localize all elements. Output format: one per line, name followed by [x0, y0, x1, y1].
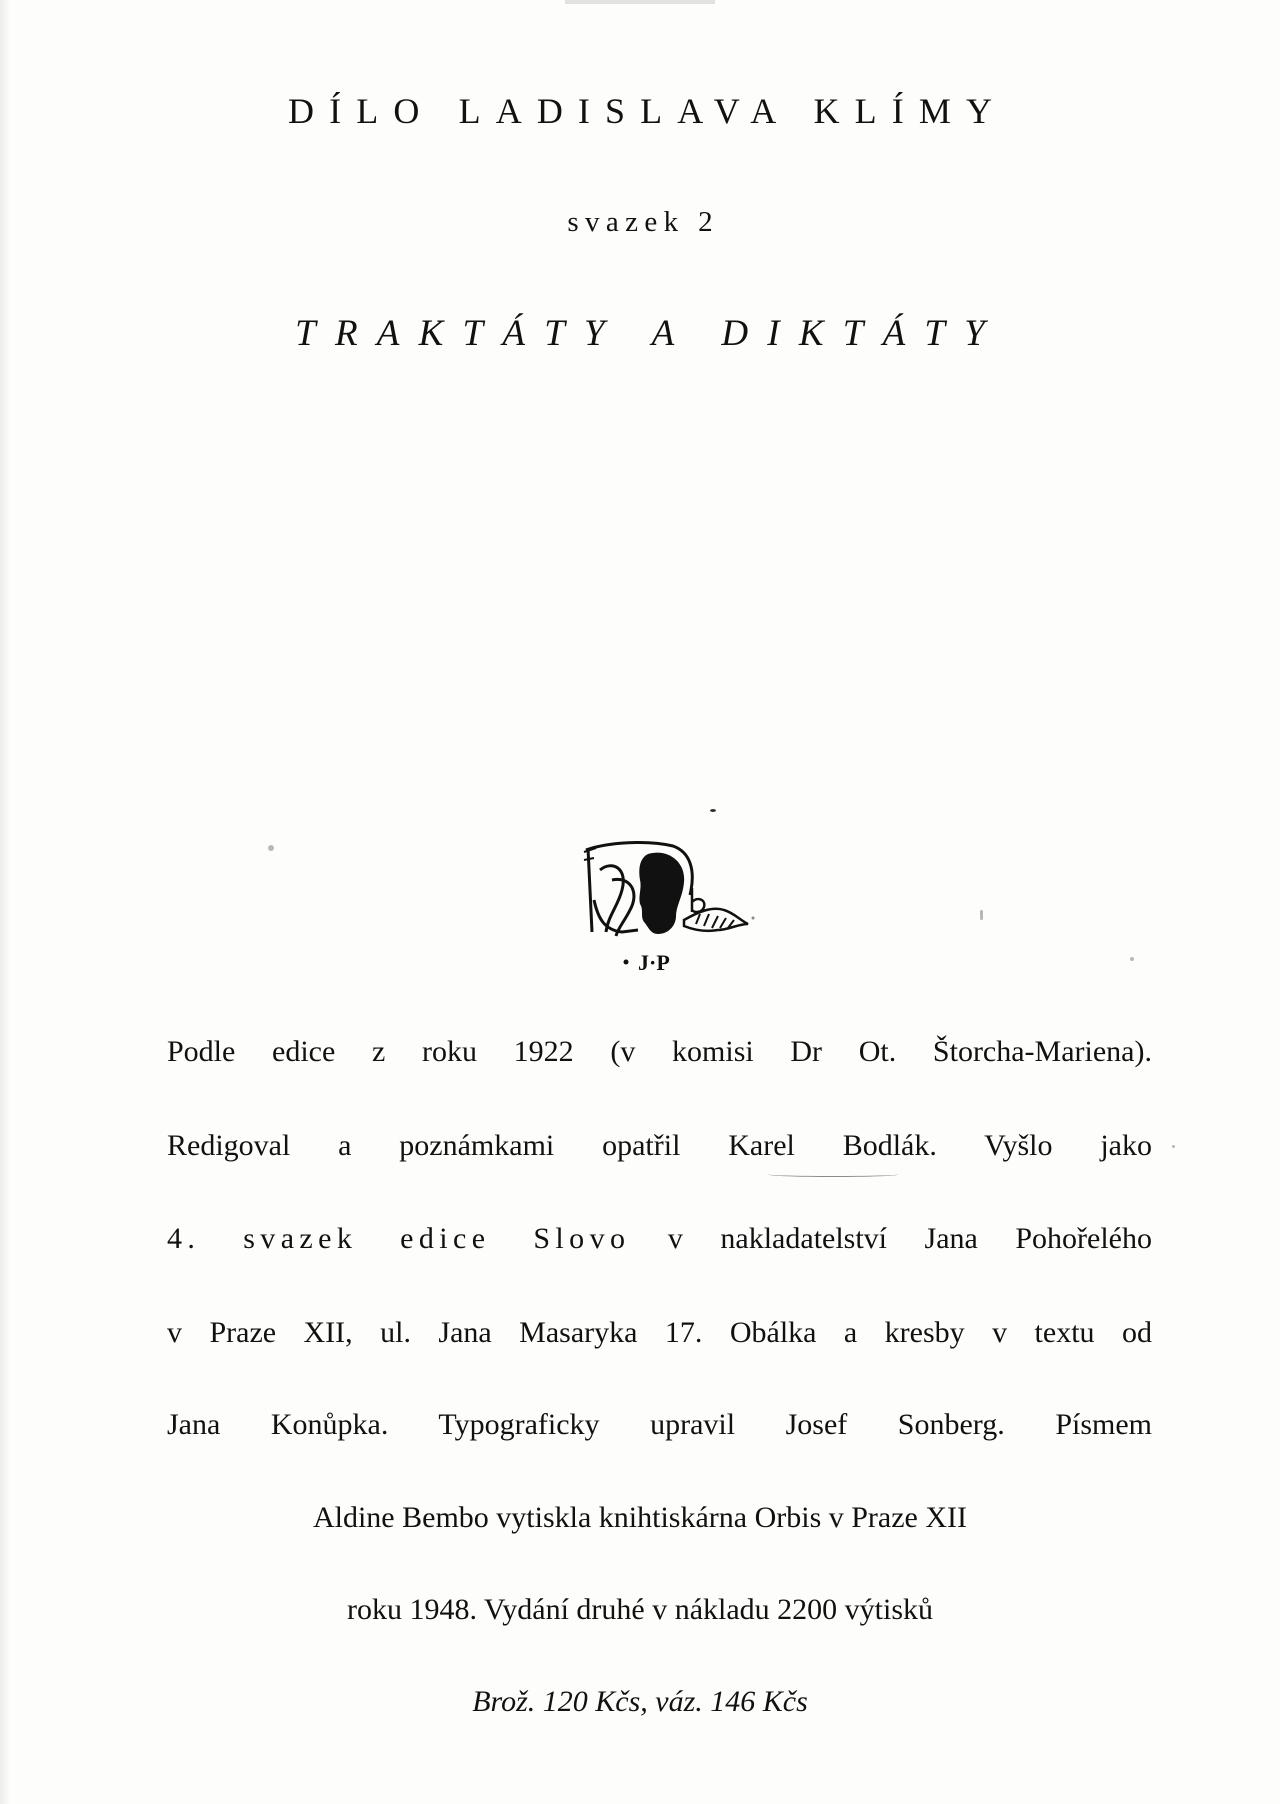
colophon-line-2: Redigoval a poznámkami opatřil Karel Bodlák. Vyšlo jako [167, 1129, 1152, 1162]
publisher-mark-icon [578, 840, 758, 980]
series-title: DÍLO LADISLAVA KLÍMY [288, 91, 1008, 131]
scan-speck [1172, 1145, 1175, 1148]
colophon-line-5: Jana Konůpka. Typograficky upravil Josef Sonberg. Písmem [167, 1408, 1152, 1441]
colophon-line-4: v Praze XII, ul. Jana Masaryka 17. Obálka a kresby v textu od [167, 1316, 1152, 1349]
publisher-monogram: J·P [638, 950, 670, 975]
scan-edge [0, 0, 10, 1804]
scan-top-mark [565, 0, 715, 4]
colophon-line-1: Podle edice z roku 1922 (v komisi Dr Ot. Štorcha-Mariena). [167, 1035, 1152, 1068]
colophon-line-7: roku 1948. Vydání druhé v nákladu 2200 výtisků [346, 1593, 934, 1626]
volume-number: svazek 2 [567, 206, 720, 238]
book-title: TRAKTÁTY A DIKTÁTY [295, 313, 1005, 354]
colophon-line-3-rest: v nakladatelství Jana Pohořelého [630, 1222, 1152, 1255]
scan-speck [980, 910, 983, 920]
colophon-line-3 [167, 1224, 1152, 1254]
scan-speck [1130, 957, 1134, 961]
pencil-underline [768, 1172, 898, 1177]
colophon-line-3-spaced: 4. svazek edice Slovo [167, 1222, 631, 1255]
scan-speck [710, 809, 716, 812]
scan-speck [268, 845, 274, 851]
price-line: Brož. 120 Kčs, váz. 146 Kčs [472, 1685, 808, 1718]
colophon-line-6: Aldine Bembo vytiskla knihtiskárna Orbis v Praze XII [312, 1501, 968, 1534]
